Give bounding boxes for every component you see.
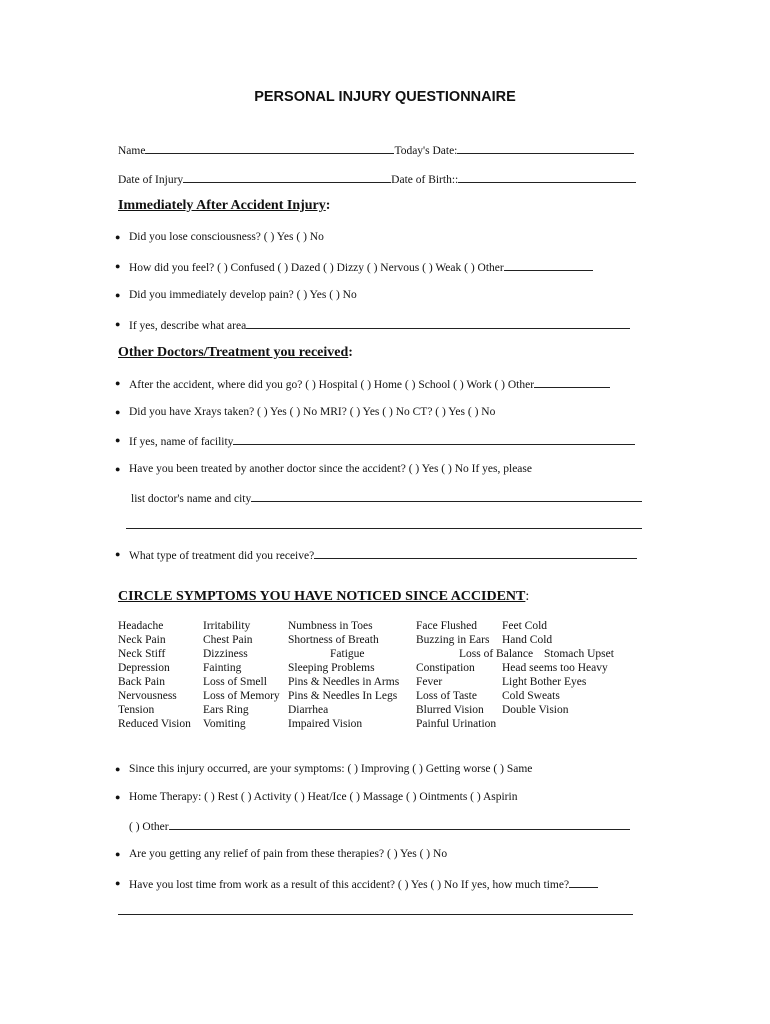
symptom-item[interactable]: Chest Pain bbox=[203, 634, 253, 646]
date-of-birth-field[interactable] bbox=[458, 171, 636, 183]
symptom-item[interactable]: Light Bother Eyes bbox=[502, 676, 587, 688]
symptoms-col-1 bbox=[118, 619, 191, 731]
question-other-doctor[interactable]: Have you been treated by another doctor since the accident? ( ) Yes ( ) No If yes, please bbox=[129, 463, 532, 475]
doctor-name-city-row: list doctor's name and city bbox=[131, 490, 642, 506]
bullet-icon: ● bbox=[115, 549, 121, 559]
treatment-type-field[interactable] bbox=[314, 547, 637, 559]
todays-date-label: Today's Date: bbox=[394, 145, 458, 157]
symptom-item[interactable]: Buzzing in Ears bbox=[416, 634, 490, 646]
section-heading-symptoms: CIRCLE SYMPTOMS YOU HAVE NOTICED SINCE ACCIDENT: bbox=[118, 589, 530, 604]
question-facility[interactable]: If yes, name of facility bbox=[129, 433, 635, 449]
question-symptoms-trend[interactable]: Since this injury occurred, are your symptoms: ( ) Improving ( ) Getting worse ( ) Same bbox=[129, 763, 533, 775]
home-therapy-other-row: ( ) Other bbox=[129, 818, 630, 834]
page-title: PERSONAL INJURY QUESTIONNAIRE bbox=[254, 89, 516, 105]
question-develop-pain[interactable]: Did you immediately develop pain? ( ) Yes ( ) No bbox=[129, 289, 357, 301]
question-lost-time[interactable]: Have you lost time from work as a result of this accident? ( ) Yes ( ) No If yes, how much time? bbox=[129, 876, 598, 892]
symptom-item[interactable]: Headache bbox=[118, 620, 164, 632]
question-treatment-type[interactable]: What type of treatment did you receive? bbox=[129, 547, 637, 563]
symptom-item[interactable]: Depression bbox=[118, 662, 170, 674]
home-therapy-other-field[interactable] bbox=[169, 818, 630, 830]
symptom-item[interactable]: Tension bbox=[118, 704, 155, 716]
other-place-field[interactable] bbox=[534, 376, 610, 388]
symptom-item bbox=[502, 717, 614, 731]
symptom-item[interactable]: Ears Ring bbox=[203, 704, 249, 716]
symptom-item[interactable]: Blurred Vision bbox=[416, 704, 484, 716]
name-field[interactable] bbox=[145, 142, 394, 154]
symptom-item[interactable]: Nervousness bbox=[118, 690, 177, 702]
lost-time-extra-line[interactable] bbox=[118, 914, 633, 915]
symptom-item[interactable]: Painful Urination bbox=[416, 718, 497, 730]
facility-field[interactable] bbox=[233, 433, 635, 445]
question-xrays[interactable]: Did you have Xrays taken? ( ) Yes ( ) No MRI? ( ) Yes ( ) No CT? ( ) Yes ( ) No bbox=[129, 406, 496, 418]
symptom-item[interactable]: Pins & Needles in Arms bbox=[288, 676, 400, 688]
symptom-item[interactable]: Double Vision bbox=[502, 704, 569, 716]
symptom-item[interactable]: Shortness of Breath bbox=[288, 634, 379, 646]
symptom-item[interactable]: Fever bbox=[416, 676, 443, 688]
bullet-icon: ● bbox=[115, 435, 121, 445]
name-label: Name bbox=[118, 145, 146, 157]
date-of-birth-label: Date of Birth:: bbox=[391, 174, 459, 186]
symptom-item[interactable]: Constipation bbox=[416, 662, 475, 674]
symptom-item[interactable]: Cold Sweats bbox=[502, 690, 560, 702]
section-heading-other-doctors: Other Doctors/Treatment you received: bbox=[118, 345, 353, 360]
bullet-icon: ● bbox=[115, 290, 121, 300]
question-how-feel[interactable]: How did you feel? ( ) Confused ( ) Dazed ( ) Dizzy ( ) Nervous ( ) Weak ( ) Other bbox=[129, 259, 593, 275]
question-pain-area[interactable]: If yes, describe what area bbox=[129, 317, 630, 333]
question-relief[interactable]: Are you getting any relief of pain from these therapies? ( ) Yes ( ) No bbox=[129, 848, 448, 860]
doctor-name-city-field[interactable] bbox=[251, 490, 642, 502]
bullet-icon: ● bbox=[115, 464, 121, 474]
symptom-item[interactable]: Irritability bbox=[203, 620, 251, 632]
bullet-icon: ● bbox=[115, 792, 121, 802]
date-of-injury-label: Date of Injury bbox=[118, 174, 184, 186]
symptom-item[interactable]: Loss of Taste bbox=[416, 690, 477, 702]
symptom-item[interactable]: Diarrhea bbox=[288, 704, 329, 716]
symptom-item[interactable]: Sleeping Problems bbox=[288, 662, 375, 674]
symptom-item[interactable]: Face Flushed bbox=[416, 620, 478, 632]
bullet-icon: ● bbox=[115, 378, 121, 388]
name-row bbox=[118, 142, 634, 158]
other-feel-field[interactable] bbox=[504, 259, 593, 271]
symptom-item[interactable]: Back Pain bbox=[118, 676, 165, 688]
symptom-item[interactable]: Pins & Needles In Legs bbox=[288, 690, 398, 702]
question-where-go[interactable]: After the accident, where did you go? ( ) Hospital ( ) Home ( ) School ( ) Work ( ) Other bbox=[129, 376, 610, 392]
symptom-item[interactable]: Numbness in Toes bbox=[288, 620, 373, 632]
symptom-item[interactable]: Impaired Vision bbox=[288, 718, 363, 730]
symptom-item[interactable]: Loss of Balance bbox=[459, 648, 534, 660]
section-heading-immediately-after: Immediately After Accident Injury: bbox=[118, 198, 331, 213]
symptom-item[interactable]: Fainting bbox=[203, 662, 242, 674]
doctor-extra-line[interactable] bbox=[126, 528, 642, 529]
symptom-item[interactable]: Stomach Upset bbox=[544, 648, 614, 660]
question-home-therapy[interactable]: Home Therapy: ( ) Rest ( ) Activity ( ) Heat/Ice ( ) Massage ( ) Ointments ( ) Aspirin bbox=[129, 791, 518, 803]
symptom-item[interactable]: Dizziness bbox=[203, 648, 248, 660]
symptom-item[interactable]: Head seems too Heavy bbox=[502, 662, 608, 674]
question-lose-consciousness[interactable]: Did you lose consciousness? ( ) Yes ( ) No bbox=[129, 231, 324, 243]
bullet-icon: ● bbox=[115, 261, 121, 271]
symptom-item[interactable]: Neck Pain bbox=[118, 634, 166, 646]
lost-time-field[interactable] bbox=[569, 876, 598, 888]
date-of-injury-field[interactable] bbox=[183, 171, 391, 183]
bullet-icon: ● bbox=[115, 232, 121, 242]
bullet-icon: ● bbox=[115, 849, 121, 859]
symptom-item[interactable]: Loss of Memory bbox=[203, 690, 280, 702]
symptoms-col-3 bbox=[288, 619, 399, 731]
symptoms-col-2 bbox=[203, 619, 280, 731]
pain-area-field[interactable] bbox=[246, 317, 630, 329]
symptom-item[interactable]: Neck Stiff bbox=[118, 648, 166, 660]
symptom-item[interactable]: Fatigue bbox=[330, 648, 365, 660]
bullet-icon: ● bbox=[115, 407, 121, 417]
symptom-item[interactable]: Hand Cold bbox=[502, 634, 553, 646]
bullet-icon: ● bbox=[115, 764, 121, 774]
todays-date-field[interactable] bbox=[457, 142, 634, 154]
symptom-item[interactable]: Feet Cold bbox=[502, 620, 548, 632]
symptoms-col-5 bbox=[502, 619, 614, 731]
symptom-item[interactable]: Loss of Smell bbox=[203, 676, 267, 688]
symptom-item[interactable]: Vomiting bbox=[203, 718, 246, 730]
bullet-icon: ● bbox=[115, 319, 121, 329]
symptom-item[interactable]: Reduced Vision bbox=[118, 718, 191, 730]
bullet-icon: ● bbox=[115, 878, 121, 888]
date-row bbox=[118, 171, 636, 187]
